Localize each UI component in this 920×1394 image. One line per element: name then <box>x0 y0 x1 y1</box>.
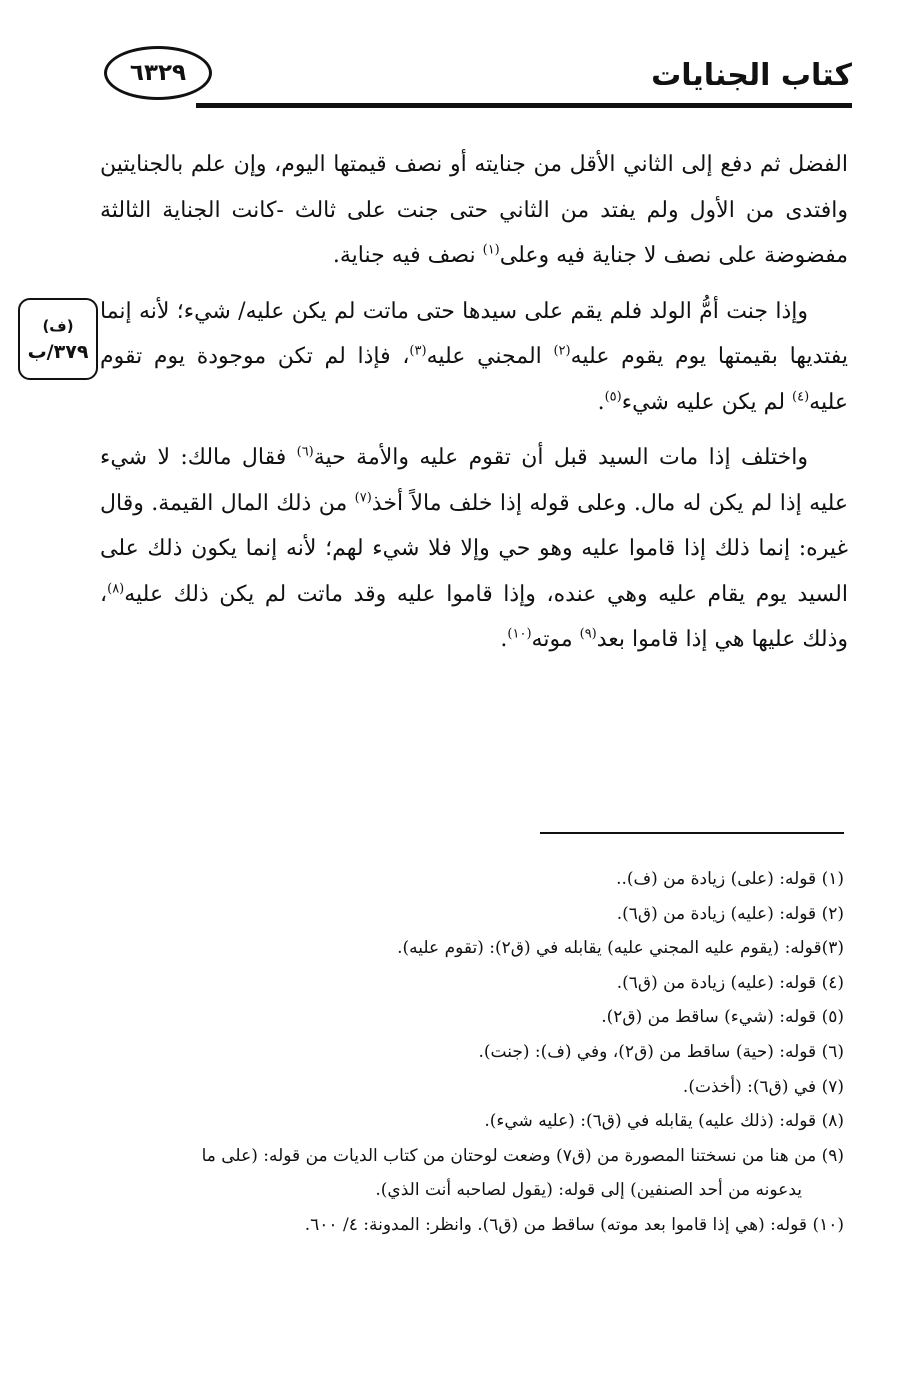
book-title: كتاب الجنايات <box>651 58 852 93</box>
footnote-8: (٨) قوله: (ذلك عليه) يقابله في (ق٦): (عليه شيء). <box>484 1111 844 1132</box>
footnote-3: (٣)قوله: (يقوم عليه المجني عليه) يقابله في (ق٢): (تقوم عليه). <box>397 938 844 959</box>
folio-source: (ف) <box>42 317 74 335</box>
text-run: ، فإذا لم تكن موجودة يوم تقوم عليه <box>100 344 848 415</box>
paragraph-2 <box>100 289 848 426</box>
text-run: لم يكن عليه شيء <box>621 389 793 415</box>
footnote-2: (٢) قوله: (عليه) زيادة من (ق٦). <box>616 903 844 924</box>
footnote-ref-7: (٧) <box>354 490 372 506</box>
paragraph-1 <box>100 142 848 279</box>
footnote-ref-10: (١٠) <box>507 626 532 642</box>
footnote-separator <box>540 832 844 834</box>
text-run: المجني عليه <box>426 344 554 369</box>
text-run: واختلف إذا مات السيد قبل أن تقوم عليه والأمة حية <box>313 445 808 470</box>
footnote-7: (٧) في (ق٦): (أخذت). <box>682 1076 844 1097</box>
footnote-ref-4: (٤) <box>792 389 810 405</box>
paragraph-3 <box>100 435 848 663</box>
footnote-4: (٤) قوله: (عليه) زيادة من (ق٦). <box>616 972 844 993</box>
footnote-6: (٦) قوله: (حية) ساقط من (ق٢)، وفي (ف): (جنت). <box>478 1041 844 1062</box>
footnotes <box>100 862 844 1243</box>
footnote-ref-9: (٩) <box>579 626 597 642</box>
text-run: من ذلك المال القيمة. وقال غيره: إنما ذلك إذا قاموا عليه وهو حي وإلا فلا شيء لهم؛ لأنه إنما يكون ذلك على السيد يوم يقام عليه وهي عنده، وإذا قاموا عليه وقد ماتت لم يكن ذلك عليه <box>100 490 848 607</box>
page-number: ٦٣٢٩ <box>104 46 212 100</box>
footnote-ref-3: (٣) <box>409 343 427 359</box>
header-rule <box>196 103 852 108</box>
folio-number: ٣٧٩/ب <box>27 341 89 363</box>
footnote-ref-1: (١) <box>482 242 500 258</box>
footnote-10: (١٠) قوله: (هي إذا قاموا بعد موته) ساقط من (ق٦). وانظر: المدونة: ٤/ ٦٠٠. <box>304 1214 844 1235</box>
text-run: ، وذلك عليها هي إذا قاموا بعد <box>100 581 848 652</box>
footnote-ref-2: (٢) <box>553 343 571 359</box>
text-run: . <box>597 389 605 415</box>
footnote-1: (١) قوله: (على) زيادة من (ف).. <box>616 869 844 889</box>
text-run: نصف فيه جناية. <box>332 243 483 268</box>
page-header <box>100 40 852 110</box>
main-text <box>100 142 848 663</box>
footnote-9: (٩) من هنا من نسختنا المصورة من (ق٧) وضعت لوحتان من كتاب الديات من قوله: (على ما <box>201 1145 844 1166</box>
text-run: وإذا جنت أمُّ الولد فلم يقم على سيدها حتى ماتت لم يكن عليه/ شيء؛ لأنه إنما يفتديها بقيمتها يوم يقوم عليه <box>100 298 848 369</box>
footnote-ref-8: (٨) <box>107 581 125 597</box>
text-run: موته <box>531 627 580 652</box>
text-run: . <box>500 627 508 652</box>
manuscript-folio-marker <box>18 298 98 380</box>
footnote-ref-6: (٦) <box>296 444 314 460</box>
footnote-9-continued: يدعونه من أحد الصنفين) إلى قوله: (يقول لصاحبه أنت الذي). <box>375 1180 802 1201</box>
footnote-5: (٥) قوله: (شيء) ساقط من (ق٢). <box>601 1007 844 1028</box>
footnote-ref-5: (٥) <box>604 389 622 405</box>
text-run: فقال مالك: لا شيء عليه إذا لم يكن له مال. وعلى قوله إذا خلف مالاً أخذ <box>100 445 848 516</box>
text-run: الفضل ثم دفع إلى الثاني الأقل من جنايته أو نصف قيمتها اليوم، وإن علم بالجنايتين وافتدى من الأول ولم يفتد من الثاني حتى جنت على ثالث -كانت الجناية الثالثة مفضوضة على نصف لا جناية فيه وعلى <box>100 152 848 268</box>
